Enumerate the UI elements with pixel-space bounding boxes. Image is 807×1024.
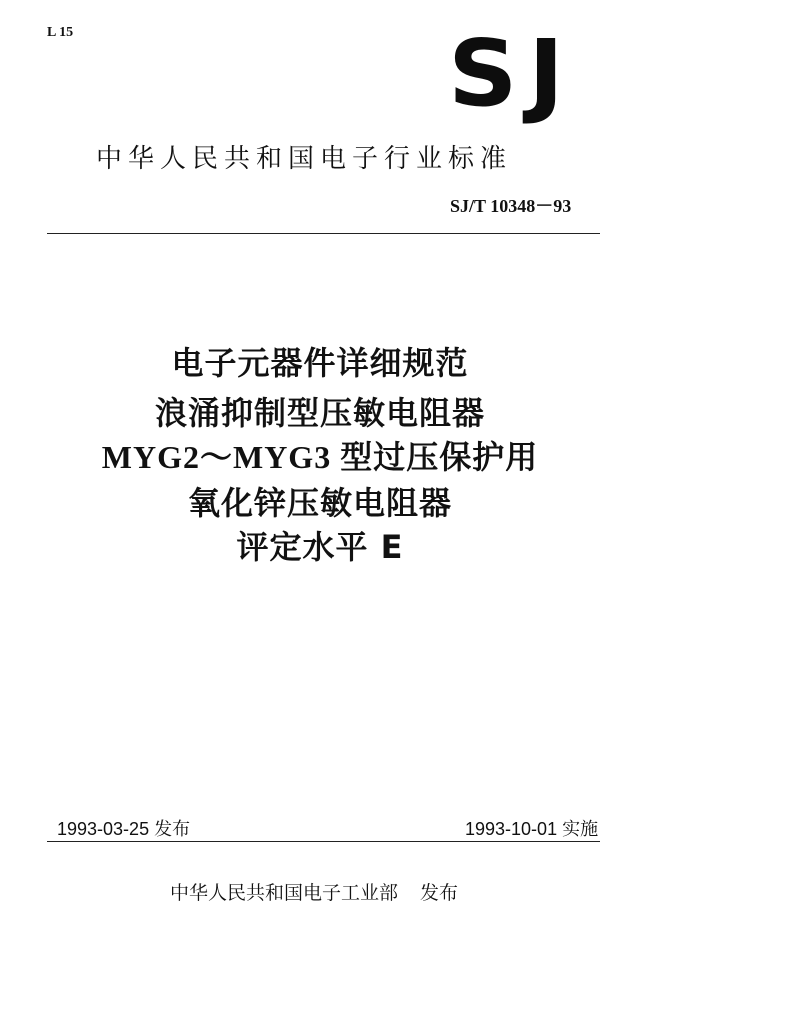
standard-number: SJ/T 10348－93: [450, 196, 572, 216]
footer-divider: [47, 841, 600, 842]
title-line-3: MYG2～MYG3 型过压保护用: [101, 439, 539, 475]
issue-date: 1993-03-25 发布: [57, 819, 191, 839]
title-line-4: 氧化锌压敏电阻器: [187, 484, 452, 522]
publisher-line: [170, 878, 458, 905]
header-divider: [47, 233, 600, 234]
implementation-date: 1993-10-01 实施: [465, 819, 599, 839]
publisher-name: 中华人民共和国电子工业部: [170, 882, 399, 904]
title-line-5: 评定水平 E: [236, 528, 404, 566]
publish-label: 发布: [420, 882, 459, 904]
title-line-2: 浪涌抑制型压敏电阻器: [154, 394, 485, 432]
sj-logo: SJ: [448, 20, 575, 127]
standard-category: 中华人民共和国电子行业标准: [96, 144, 513, 174]
classification-code: L 15: [47, 25, 74, 40]
title-line-1: 电子元器件详细规范: [171, 344, 469, 382]
